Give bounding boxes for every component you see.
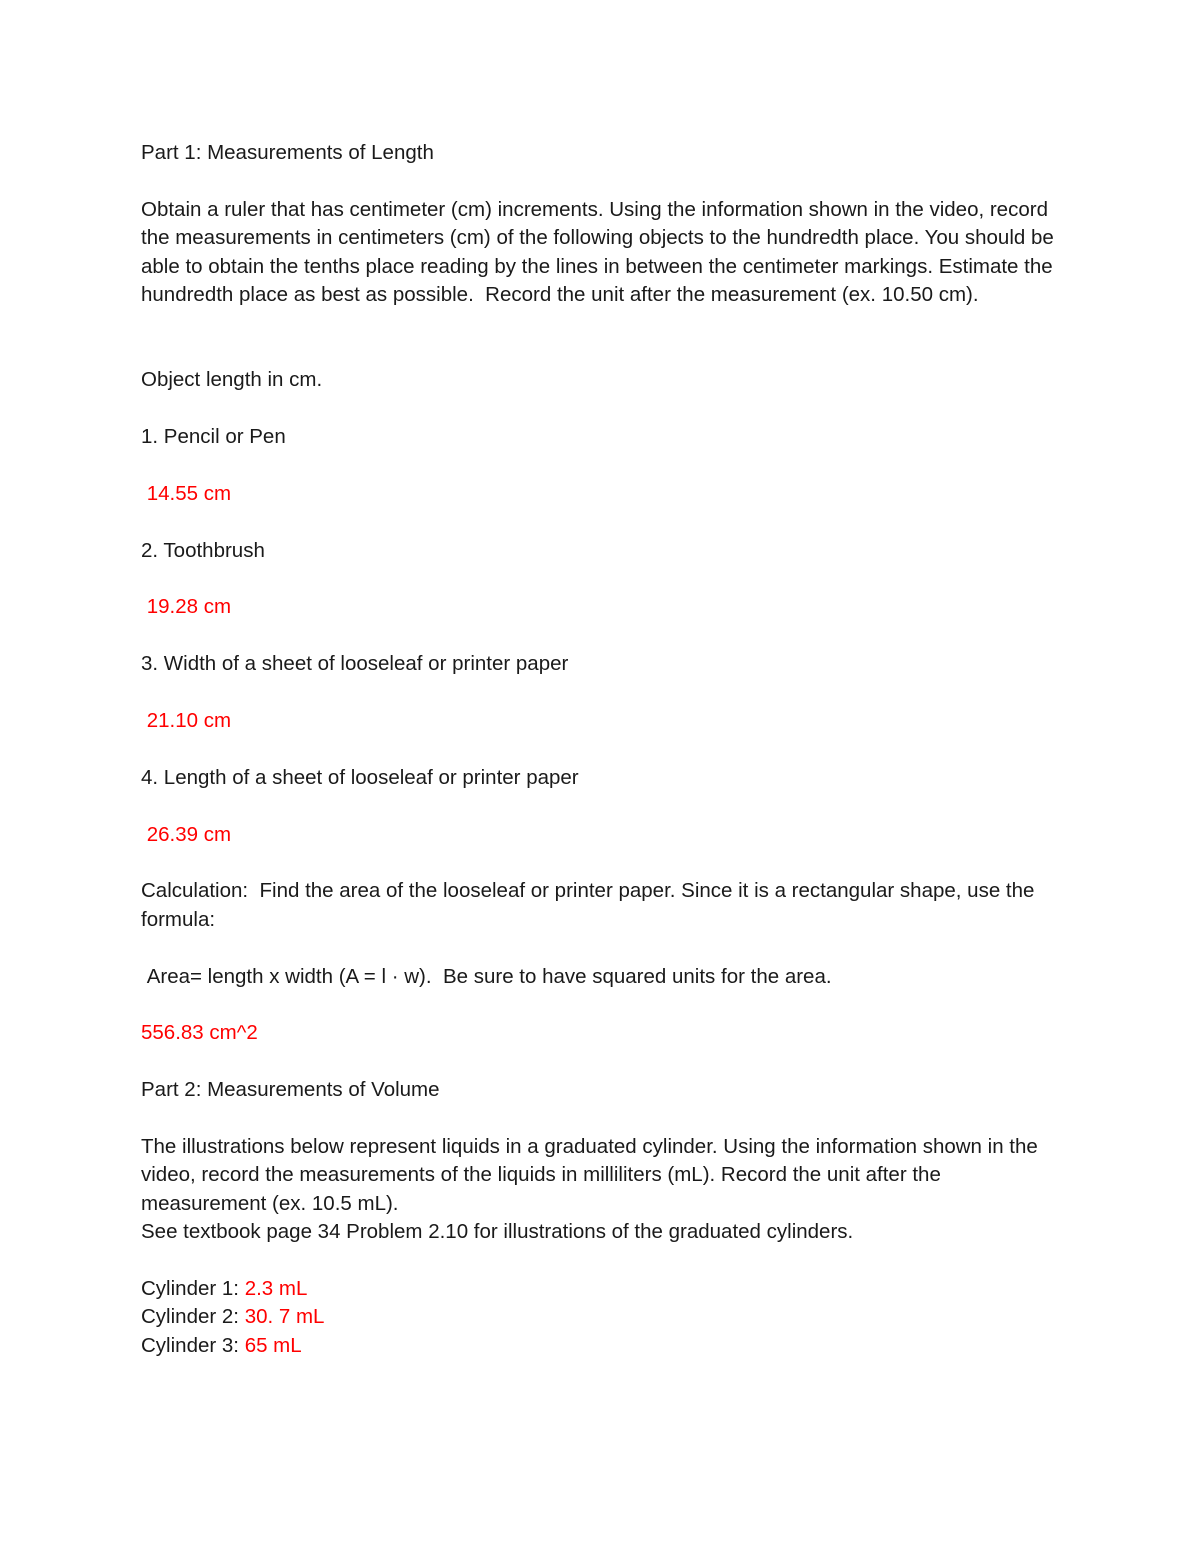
- cylinder-2-label: Cylinder 2:: [141, 1305, 245, 1329]
- part1-intro: Obtain a ruler that has centimeter (cm) increments. Using the information shown in the video, record the measurements in centimeters (cm) of the following objects to the hundredth place. You should be able to obtain the tenths place reading by the lines in between the centimeter markings. Estimate the hundredth place as best as possible. Record the unit after the measurement (ex. 10.50 cm).: [141, 197, 1060, 307]
- calculation-instructions: Calculation: Find the area of the looseleaf or printer paper. Since it is a rectangular shape, use the formula:: [141, 879, 1041, 931]
- cylinder-1-answer: 2.3 mL: [244, 1277, 308, 1300]
- part2-title: Part 2: Measurements of Volume: [141, 1078, 440, 1102]
- cylinder-1-line: [141, 1275, 1061, 1303]
- cylinder-1-label: Cylinder 1:: [141, 1277, 245, 1300]
- area-answer: 556.83 cm^2: [141, 1021, 258, 1045]
- cylinder-3-answer: 65 mL: [244, 1333, 302, 1357]
- item-paper-length-label: 4. Length of a sheet of looseleaf or printer paper: [141, 765, 579, 789]
- part1-title: Part 1: Measurements of Length: [141, 141, 434, 164]
- textbook-reference: See textbook page 34 Problem 2.10 for illustrations of the graduated cylinders.: [141, 1220, 854, 1244]
- item-toothbrush-label: 2. Toothbrush: [141, 538, 265, 562]
- item-paper-length-answer: 26.39 cm: [141, 822, 232, 846]
- cylinder-3-label: Cylinder 3:: [141, 1333, 245, 1357]
- document-page: [141, 139, 1061, 1360]
- item-toothbrush-answer: 19.28 cm: [141, 595, 232, 619]
- object-length-heading: Object length in cm.: [141, 368, 323, 392]
- item-paper-width-answer: 21.10 cm: [141, 709, 232, 732]
- item-pencil-label: 1. Pencil or Pen: [141, 425, 286, 449]
- item-paper-width-label: 3. Width of a sheet of looseleaf or printer paper: [141, 652, 569, 676]
- part2-intro: The illustrations below represent liquids in a graduated cylinder. Using the information shown in the video, record the measurements of the liquids in milliliters (mL). Record the unit after the measurement (ex. 10.5 mL).: [141, 1134, 1044, 1215]
- cylinder-2-line: [141, 1303, 1061, 1331]
- area-formula: Area= length x width (A = l · w). Be sure to have squared units for the area.: [141, 964, 832, 988]
- cylinder-3-line: [141, 1332, 1061, 1360]
- item-pencil-answer: 14.55 cm: [141, 481, 232, 505]
- cylinder-2-answer: 30. 7 mL: [244, 1305, 325, 1329]
